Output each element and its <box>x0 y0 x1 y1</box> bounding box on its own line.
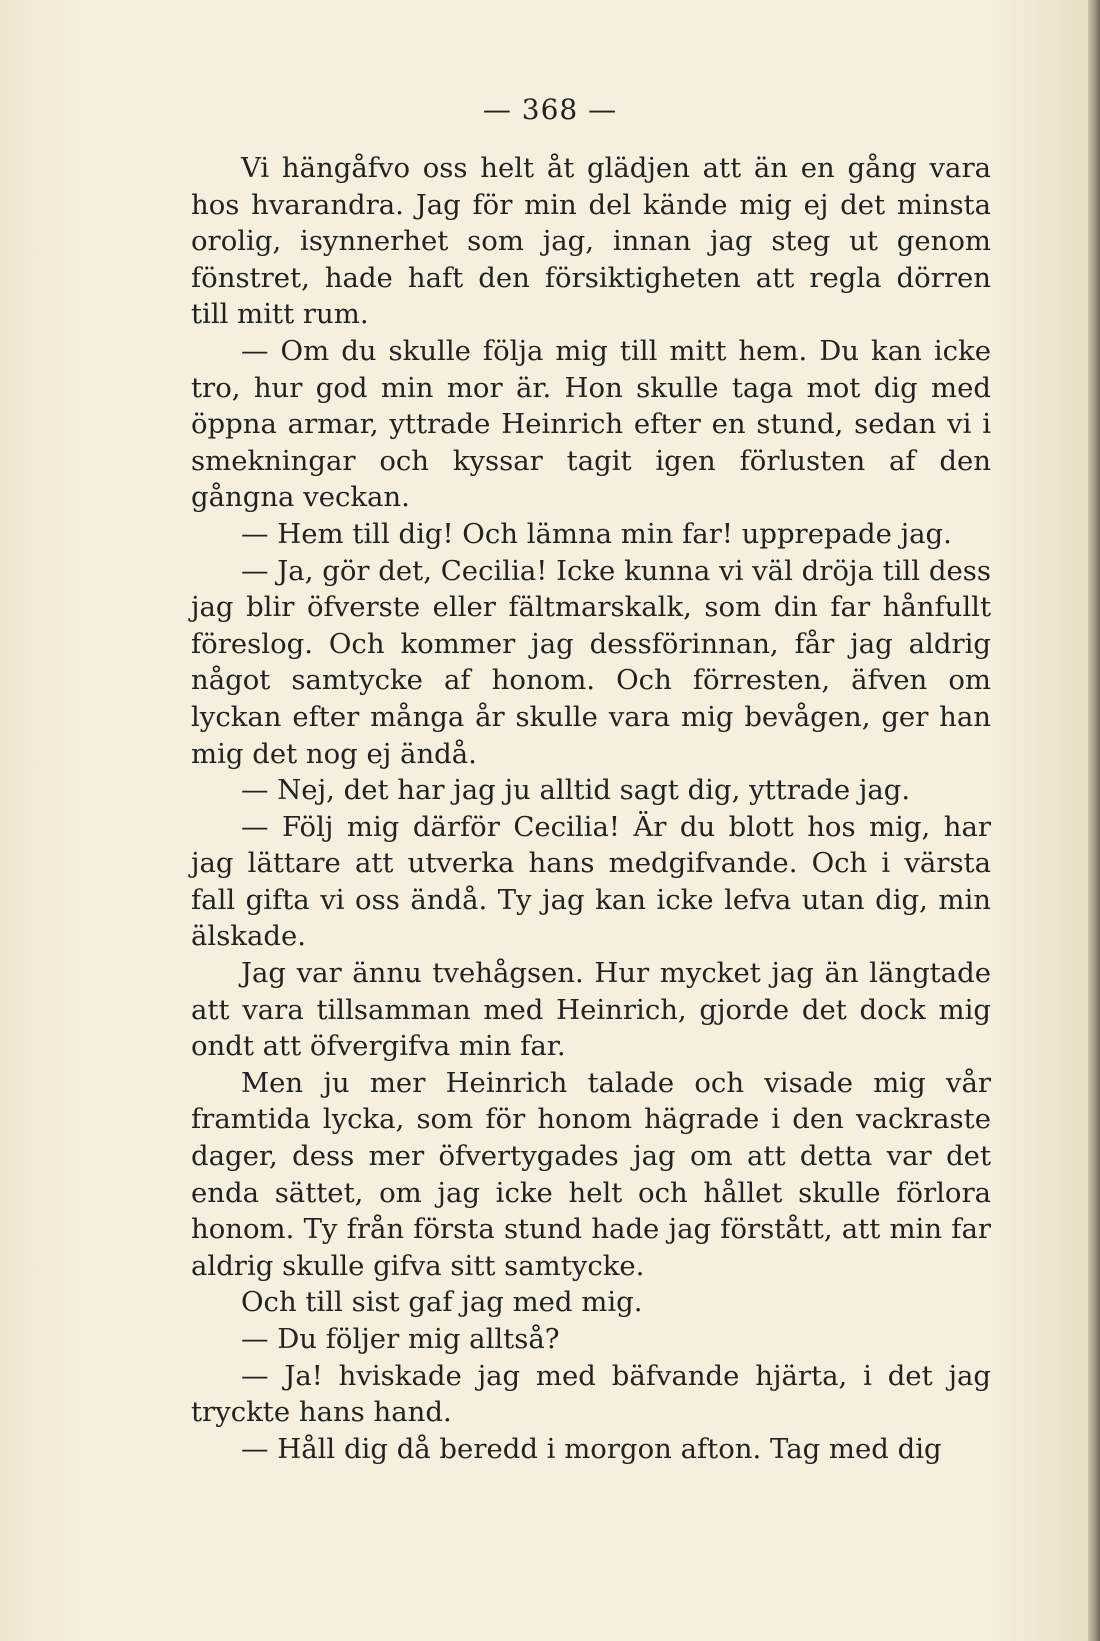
page-edge <box>1088 0 1100 1641</box>
paragraph: — Hem till dig! Och lämna min far! upprepade jag. <box>241 517 952 550</box>
page-number: — 368 — <box>482 93 618 126</box>
body-text <box>191 150 991 1467</box>
paragraph: — Du följer mig alltså? <box>241 1323 560 1355</box>
paragraph: — Håll dig då beredd i morgon afton. Tag med dig <box>241 1432 942 1465</box>
paragraph: — Följ mig därför Cecilia! Är du blott hos mig, har jag lättare att utverka hans medgifvande. Och i värsta fall gifta vi oss ändå. Ty jag kan icke lefva utan dig, min älskade. <box>191 810 991 953</box>
paragraph: Och till sist gaf jag med mig. <box>241 1286 643 1319</box>
paragraph: — Nej, det har jag ju alltid sagt dig, yttrade jag. <box>241 774 911 807</box>
paragraph: Vi hängåfvo oss helt åt glädjen att än en gång vara hos hvarandra. Jag för min del kände mig ej det minsta orolig, isynnerhet som jag, innan jag steg ut genom fönstret, hade haft den försiktigheten att regla dörren till mitt rum. <box>191 152 991 331</box>
paragraph: — Om du skulle följa mig till mitt hem. Du kan icke tro, hur god min mor är. Hon skulle taga mot dig med öppna armar, yttrade Heinrich efter en stund, sedan vi i smekningar och kyssar tagit igen förlusten af den gångna veckan. <box>191 334 991 514</box>
paragraph: — Ja, gör det, Cecilia! Icke kunna vi väl dröja till dess jag blir öfverste eller fältmarskalk, som din far hånfullt föreslog. Och kommer jag dessförinnan, får jag aldrig något samtycke af honom. Och förresten, äfven om lyckan efter många år skulle vara mig bevågen, ger han mig det nog ej ändå. <box>191 554 991 770</box>
paragraph: Jag var ännu tvehågsen. Hur mycket jag än längtade att vara tillsamman med Heinrich, gjorde det dock mig ondt att öfvergifva min far. <box>191 957 991 1063</box>
paragraph: Men ju mer Heinrich talade och visade mig vår framtida lycka, som för honom hägrade i den vackraste dager, dess mer öfvertygades jag om att detta var det enda sättet, om jag icke helt och hållet skulle förlora honom. Ty från första stund hade jag förstått, att min far aldrig skulle gifva sitt samtycke. <box>191 1066 991 1282</box>
paragraph: — Ja! hviskade jag med bäfvande hjärta, i det jag tryckte hans hand. <box>191 1359 991 1429</box>
